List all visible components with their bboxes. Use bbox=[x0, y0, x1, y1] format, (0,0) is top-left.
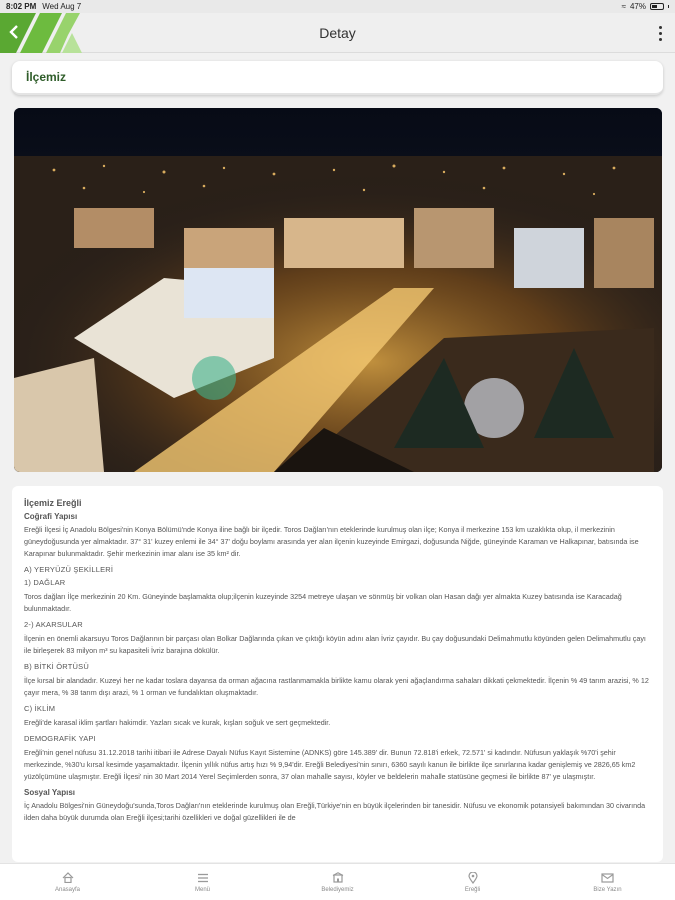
article-body bbox=[24, 512, 651, 824]
article-heading: 2-) AKARSULAR bbox=[24, 620, 83, 629]
bottom-navigation bbox=[0, 863, 675, 900]
more-options-button[interactable] bbox=[653, 23, 667, 43]
article-paragraph: Toros dağları İlçe merkezinin 20 Km. Güneyinde başlamakta olup;ilçenin kuzeyinde 3254 metreye ulaşan ve sönmüş bir volkan olan Hasan dağı yer almakta Kuzey batısında ise Karacadağ bulunmaktadır. bbox=[24, 592, 622, 613]
article-paragraph: İç Anadolu Bölgesi'nin Güneydoğu'sunda,Toros Dağları'nın eteklerinde kurulmuş olan Ereğli,Türkiye'nin en büyük ilçelerinden bir tanesidir. Nüfusu ve ekonomik potansiyeli bakımından 30 civarında ilden daha büyük durumda olan Ereğli ilçesi;tarihi özellikleri ve doğal güzellikleri ile de bbox=[24, 801, 646, 822]
article-paragraph: İlçe kırsal bir alandadır. Kuzeyi her ne kadar toslara dayansa da orman ağacına rastlanmamakla birlikte kamu olarak yeni ağaçlandırma sahaları dikkati çekmektedir. İlçenin % 49 tarım arazisi, % 12 çayır mera, % 38 tarım dışı arazi, % 1 orman ve fundalıktan oluşmaktadır. bbox=[24, 676, 649, 697]
nav-item-home[interactable] bbox=[0, 864, 135, 900]
article-paragraph: Ereğli'de karasal iklim şartları hakimdir. Yazları sıcak ve kurak, kışları soğuk ve sert geçmektedir. bbox=[24, 718, 331, 727]
home-icon bbox=[61, 872, 75, 884]
article-card bbox=[12, 486, 663, 862]
menu-icon bbox=[196, 872, 210, 884]
battery-icon bbox=[650, 3, 664, 10]
article-heading: Coğrafi Yapısı bbox=[24, 512, 78, 521]
city-night-photo bbox=[14, 108, 662, 472]
city-photo bbox=[14, 108, 662, 472]
battery-percent: 47% bbox=[629, 2, 646, 11]
section-header-card bbox=[12, 61, 663, 95]
building-icon bbox=[331, 872, 345, 884]
article-title: İlçemiz Ereğli bbox=[24, 498, 82, 508]
nav-item-contact[interactable] bbox=[540, 864, 675, 900]
nav-label-eregli: Ereğli bbox=[464, 886, 481, 893]
mail-icon bbox=[601, 872, 615, 884]
nav-item-municipality[interactable] bbox=[270, 864, 405, 900]
wifi-icon: ≈ bbox=[621, 2, 626, 11]
nav-item-eregli[interactable] bbox=[405, 864, 540, 900]
nav-label-contact: Bize Yazın bbox=[593, 886, 622, 893]
article-heading: A) YERYÜZÜ ŞEKİLLERİ bbox=[24, 565, 114, 574]
article-paragraph: İlçenin en önemli akarsuyu Toros Dağlarının bir parçası olan Bolkar Dağlarında çıkan ve çıktığı köyün adını alan İvriz çayıdır. Bu çay doğusundaki Delimahmutlu köyünden gelen Delimahmutlu çayı ile birleşerek 83 milyon m³ su kapasiteli İvriz barajına dökülür. bbox=[24, 634, 646, 655]
status-date: Wed Aug 7 bbox=[42, 2, 82, 11]
status-bar bbox=[0, 0, 675, 13]
location-icon bbox=[466, 872, 480, 884]
article-paragraph: Ereğli'nin genel nüfusu 31.12.2018 tarihi itibari ile Adrese Dayalı Nüfus Kayıt Sistemine (ADNKS) göre 145.389' dir. Bunun 72.818'i erkek, 72.571' si kadındır. Nüfusun yaklaşık %70'i şehir merkezinde, %30'u kırsal kesimde yaşamaktadır. İlçenin yıllık nüfus artış hızı % 9,94'dir. Ereğli Belediyesi'nin sınırı, 6360 sayılı kanun ile birlikte ilçe sınırlarına kadar genişlemiş ve 2826,65 km2 yüzölçümüne ulaşmıştır. Ereğli İlçesi' nin 30 Mart 2014 Yerel Seçimlerden sonra, 37 olan mahalle sayısı, köyler ve beldelerin mahalle statüsüne geçmesi ile birlikte 87' ye ulaşmıştır. bbox=[24, 748, 636, 781]
nav-label-menu: Menü bbox=[194, 886, 210, 893]
page-title: Detay bbox=[319, 25, 356, 41]
section-title: İlçemiz bbox=[26, 70, 67, 84]
article-heading: 1) DAĞLAR bbox=[24, 578, 66, 587]
article-heading: C) İKLİM bbox=[24, 704, 56, 713]
article-heading: DEMOGRAFİK YAPI bbox=[24, 734, 96, 743]
nav-label-home: Anasayfa bbox=[54, 886, 81, 893]
article-heading: Sosyal Yapısı bbox=[24, 788, 75, 797]
status-time: 8:02 PM bbox=[6, 2, 37, 11]
article-heading: B) BİTKİ ÖRTÜSÜ bbox=[24, 662, 89, 671]
app-bar bbox=[0, 13, 675, 53]
article-paragraph: Ereğli İlçesi İç Anadolu Bölgesi'nin Konya Bölümü'nde Konya iline bağlı bir ilçedir. Toros Dağları'nın eteklerinde kurulmuş olan ilçe; Konya il merkezine 153 km uzaklıkta olup, il merkezinin güneydoğusunda yer almaktadır. 37° 31' kuzey enlemi ile 34° 37' doğu boylamı arasında yer alan ilçenin kuzeyinde Emirgazi, doğusunda Niğde, güneyinde Karaman ve Halkapınar, batısında ise Karapınar bulunmaktadır. Şehir merkezinin imar alanı ise 35 km² dir. bbox=[24, 525, 639, 558]
nav-label-municipality: Belediyemiz bbox=[321, 886, 354, 893]
nav-item-menu[interactable] bbox=[135, 864, 270, 900]
